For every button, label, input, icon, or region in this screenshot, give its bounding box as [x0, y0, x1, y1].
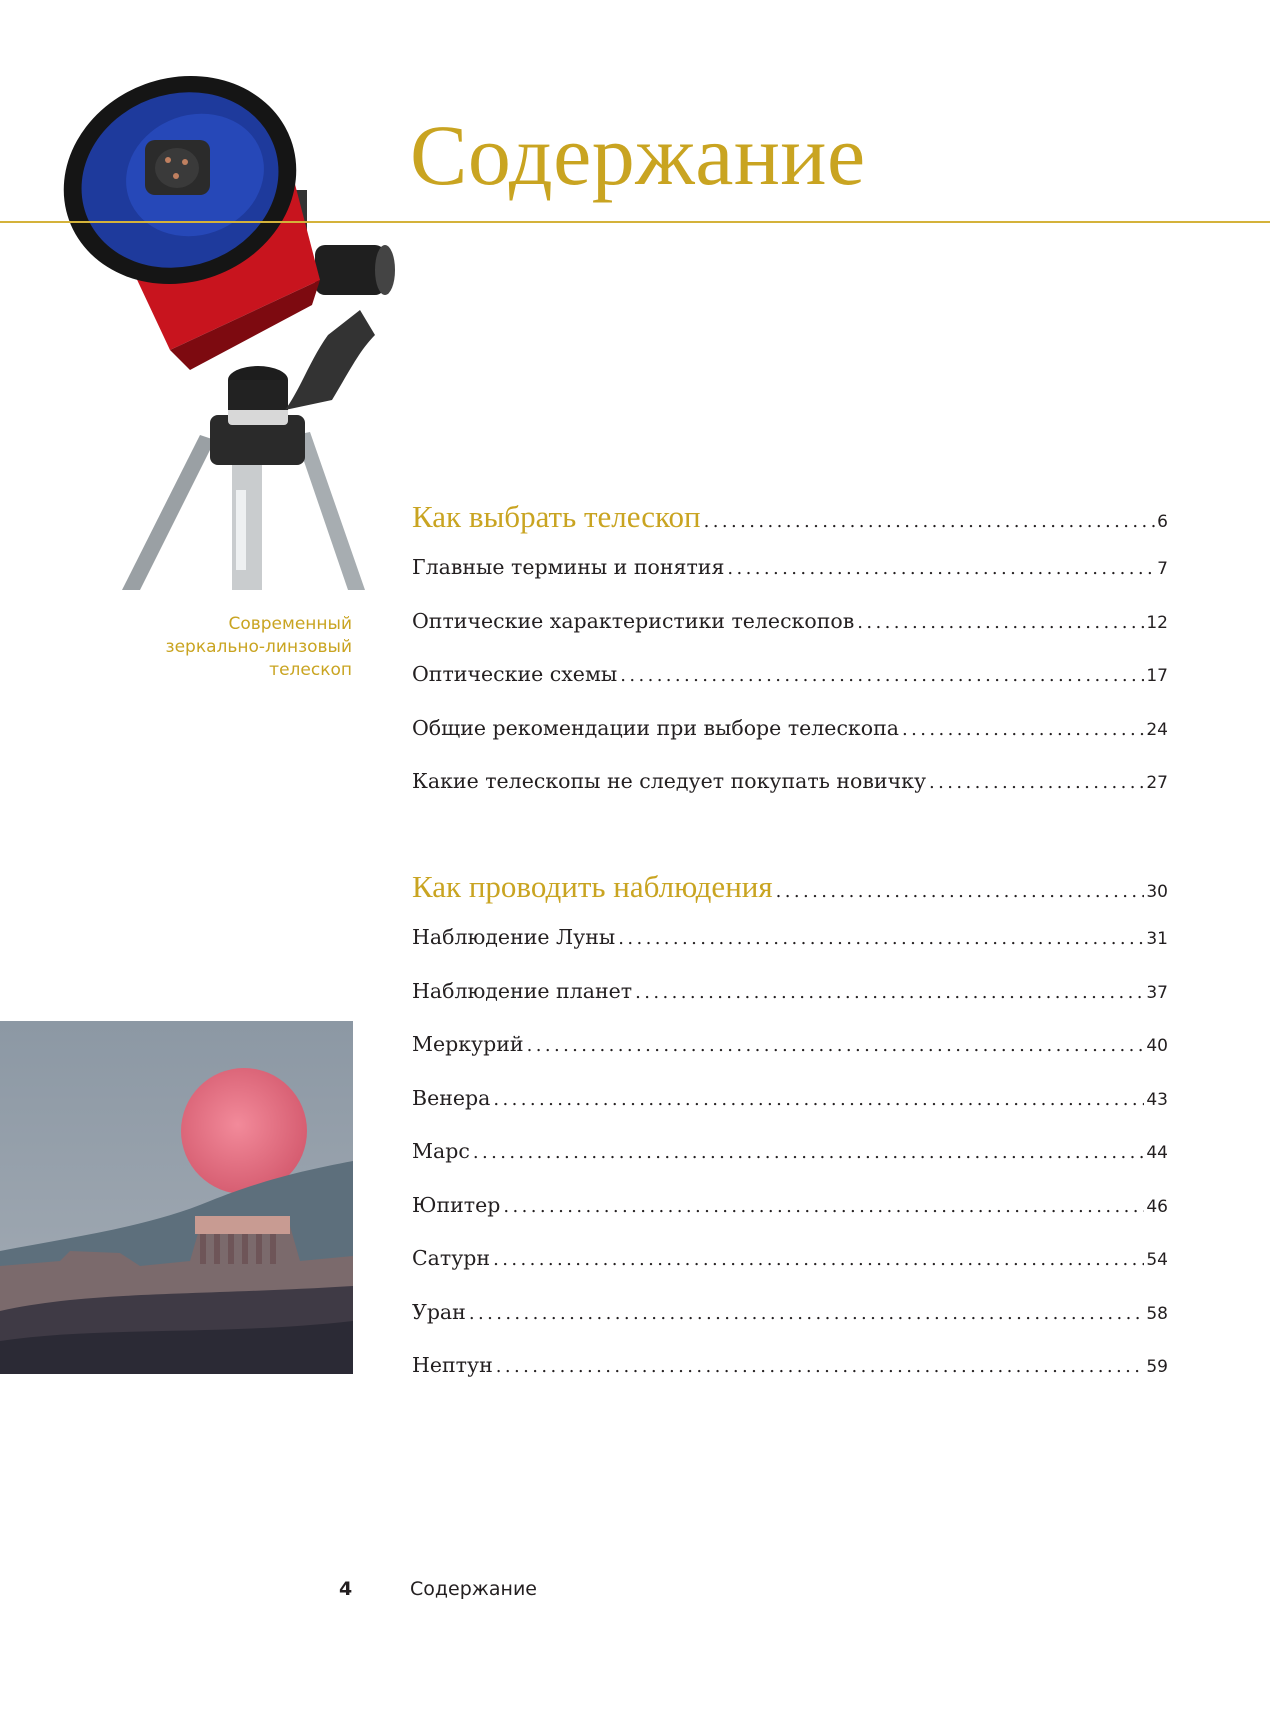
toc-entry-label: Главные термины и понятия [412, 555, 725, 579]
toc-leader-dots [776, 881, 1145, 902]
toc-section-observe [412, 869, 1168, 1407]
toc-entry[interactable] [412, 769, 1168, 823]
footer-page-number: 4 [339, 1578, 353, 1600]
toc-heading-label: Как выбрать телескоп [412, 499, 701, 534]
toc-entry-label: Какие телескопы не следует покупать новичку [412, 769, 927, 793]
telescope-caption: Современный зеркально-линзовый телескоп [165, 614, 352, 680]
toc-entry[interactable] [412, 979, 1168, 1033]
toc-page-number: 54 [1146, 1250, 1168, 1270]
toc-page-number: 30 [1146, 882, 1168, 902]
telescope-photo [60, 70, 420, 590]
toc-leader-dots [618, 928, 1144, 949]
footer-running-title: Содержание [410, 1578, 537, 1600]
toc-leader-dots [727, 558, 1155, 579]
page-title: Содержание [410, 107, 866, 203]
toc-leader-dots [473, 1142, 1145, 1163]
toc-leader-dots [929, 772, 1144, 793]
toc-page-number: 44 [1146, 1143, 1168, 1163]
toc-section-heading[interactable] [412, 499, 1168, 555]
toc-heading-label: Как проводить наблюдения [412, 869, 773, 904]
toc-entry-label: Уран [412, 1299, 466, 1324]
toc-leader-dots [496, 1356, 1145, 1377]
toc-section-choose [412, 499, 1168, 823]
toc-leader-dots [902, 719, 1144, 740]
toc-page-number: 17 [1146, 666, 1168, 686]
toc-entry-label: Общие рекомендации при выборе телескопа [412, 715, 899, 740]
toc-entry-label: Сатурн [412, 1246, 491, 1270]
toc-entry[interactable] [412, 1193, 1168, 1247]
toc-entry[interactable] [412, 555, 1168, 609]
title-rule [0, 221, 1270, 223]
toc-entry-label: Марс [412, 1139, 470, 1163]
toc-leader-dots [857, 612, 1144, 633]
toc-entry-label: Венера [412, 1085, 491, 1110]
toc-page-number: 27 [1146, 773, 1168, 793]
toc-page-number: 37 [1146, 982, 1168, 1003]
toc-entry[interactable] [412, 1300, 1168, 1354]
toc-entry[interactable] [412, 662, 1168, 716]
toc-entry-label: Наблюдение Луны [412, 925, 616, 949]
toc-section-heading[interactable] [412, 869, 1168, 925]
toc-entry-label: Нептун [412, 1353, 493, 1377]
toc-page-number: 59 [1146, 1357, 1168, 1377]
acropolis-moon-photo [0, 1021, 353, 1374]
toc-entry[interactable] [412, 1139, 1168, 1193]
toc-leader-dots [620, 665, 1144, 686]
toc-entry[interactable] [412, 609, 1168, 663]
toc-page-number: 12 [1146, 612, 1168, 633]
toc-page-number: 46 [1146, 1196, 1168, 1217]
toc-leader-dots [469, 1303, 1145, 1324]
toc-leader-dots [493, 1089, 1144, 1110]
toc-entry[interactable] [412, 716, 1168, 770]
toc-entry[interactable] [412, 1246, 1168, 1300]
toc-entry-label: Оптические схемы [412, 662, 618, 686]
toc-entry-label: Наблюдение планет [412, 978, 633, 1003]
toc-entry[interactable] [412, 925, 1168, 979]
toc-leader-dots [704, 511, 1156, 532]
toc-leader-dots [635, 982, 1144, 1003]
toc-page-number: 43 [1146, 1089, 1168, 1110]
toc-leader-dots [493, 1249, 1144, 1270]
toc-page-number: 40 [1146, 1036, 1168, 1056]
toc-page-number: 24 [1146, 719, 1168, 740]
toc-leader-dots [503, 1196, 1144, 1217]
toc-page-number: 58 [1146, 1303, 1168, 1324]
toc-entry-label: Оптические характеристики телескопов [412, 608, 855, 633]
toc-entry-label: Меркурий [412, 1032, 524, 1056]
toc-page-number: 7 [1157, 559, 1168, 579]
toc-entry[interactable] [412, 1086, 1168, 1140]
toc-entry[interactable] [412, 1353, 1168, 1407]
toc-page-number: 6 [1157, 512, 1168, 532]
toc-entry-label: Юпитер [412, 1192, 501, 1217]
toc-page-number: 31 [1146, 929, 1168, 949]
toc-entry[interactable] [412, 1032, 1168, 1086]
toc-leader-dots [527, 1035, 1145, 1056]
